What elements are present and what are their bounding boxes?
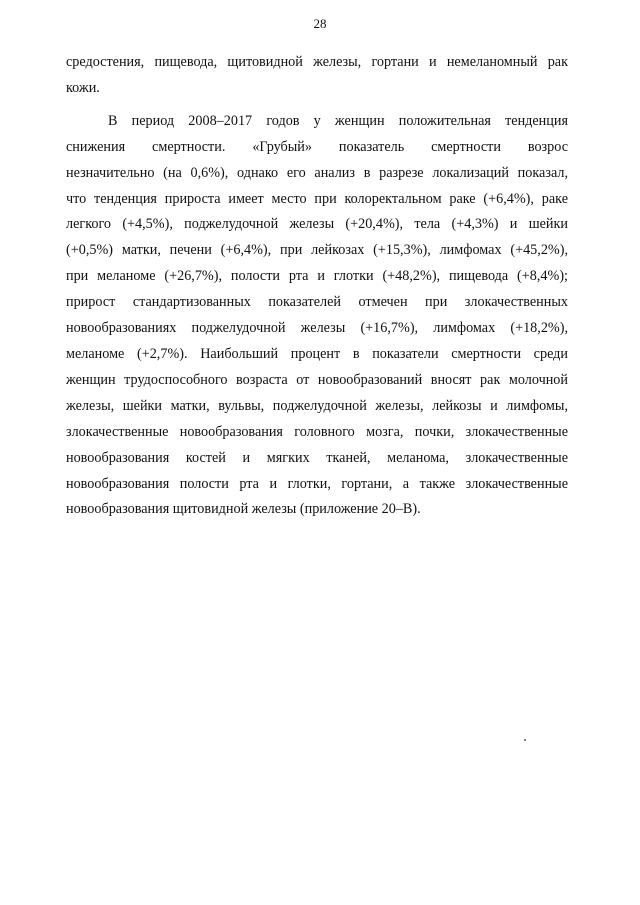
text-line: новообразования щитовидной железы (приложение 20–В). xyxy=(66,501,421,518)
text-line: новообразованиях поджелудочной железы (+16,7%), лимфомах (+18,2%), xyxy=(66,320,568,337)
text-line: (+0,5%) матки, печени (+6,4%), при лейкозах (+15,3%), лимфомах (+45,2%), xyxy=(66,242,568,259)
scan-speck xyxy=(524,739,526,741)
text-line: снижения смертности. «Грубый» показатель смертности возрос xyxy=(66,138,568,155)
text-line: прирост стандартизованных показателей отмечен при злокачественных xyxy=(66,294,568,311)
text-line: новообразования костей и мягких тканей, меланома, злокачественные xyxy=(66,449,568,466)
text-line: легкого (+4,5%), поджелудочной железы (+20,4%), тела (+4,3%) и шейки xyxy=(66,216,568,233)
text-line: злокачественные новообразования головного мозга, почки, злокачественные xyxy=(66,423,568,440)
body-text xyxy=(66,50,568,523)
text-line: средостения, пищевода, щитовидной железы, гортани и немеланомный рак xyxy=(66,54,568,70)
text-line: меланоме (+2,7%). Наибольший процент в показатели смертности среди xyxy=(66,345,568,362)
page-number: 28 xyxy=(313,16,327,31)
text-line: В период 2008–2017 годов у женщин положительная тенденция xyxy=(108,112,568,129)
text-line: железы, шейки матки, вульвы, поджелудочной железы, лейкозы и лимфомы, xyxy=(66,397,568,414)
text-line: что тенденция прироста имеет место при колоректальном раке (+6,4%), раке xyxy=(66,190,568,207)
paragraph-2 xyxy=(66,109,568,524)
text-line: при меланоме (+26,7%), полости рта и глотки (+48,2%), пищевода (+8,4%); xyxy=(66,268,568,285)
paragraph-1 xyxy=(66,50,568,102)
text-line: кожи. xyxy=(66,79,100,96)
text-line: незначительно (на 0,6%), однако его анализ в разрезе локализаций показал, xyxy=(66,164,568,181)
text-line: новообразования полости рта и глотки, гортани, а также злокачественные xyxy=(66,475,568,492)
text-line: женщин трудоспособного возраста от новообразований вносят рак молочной xyxy=(66,371,568,388)
